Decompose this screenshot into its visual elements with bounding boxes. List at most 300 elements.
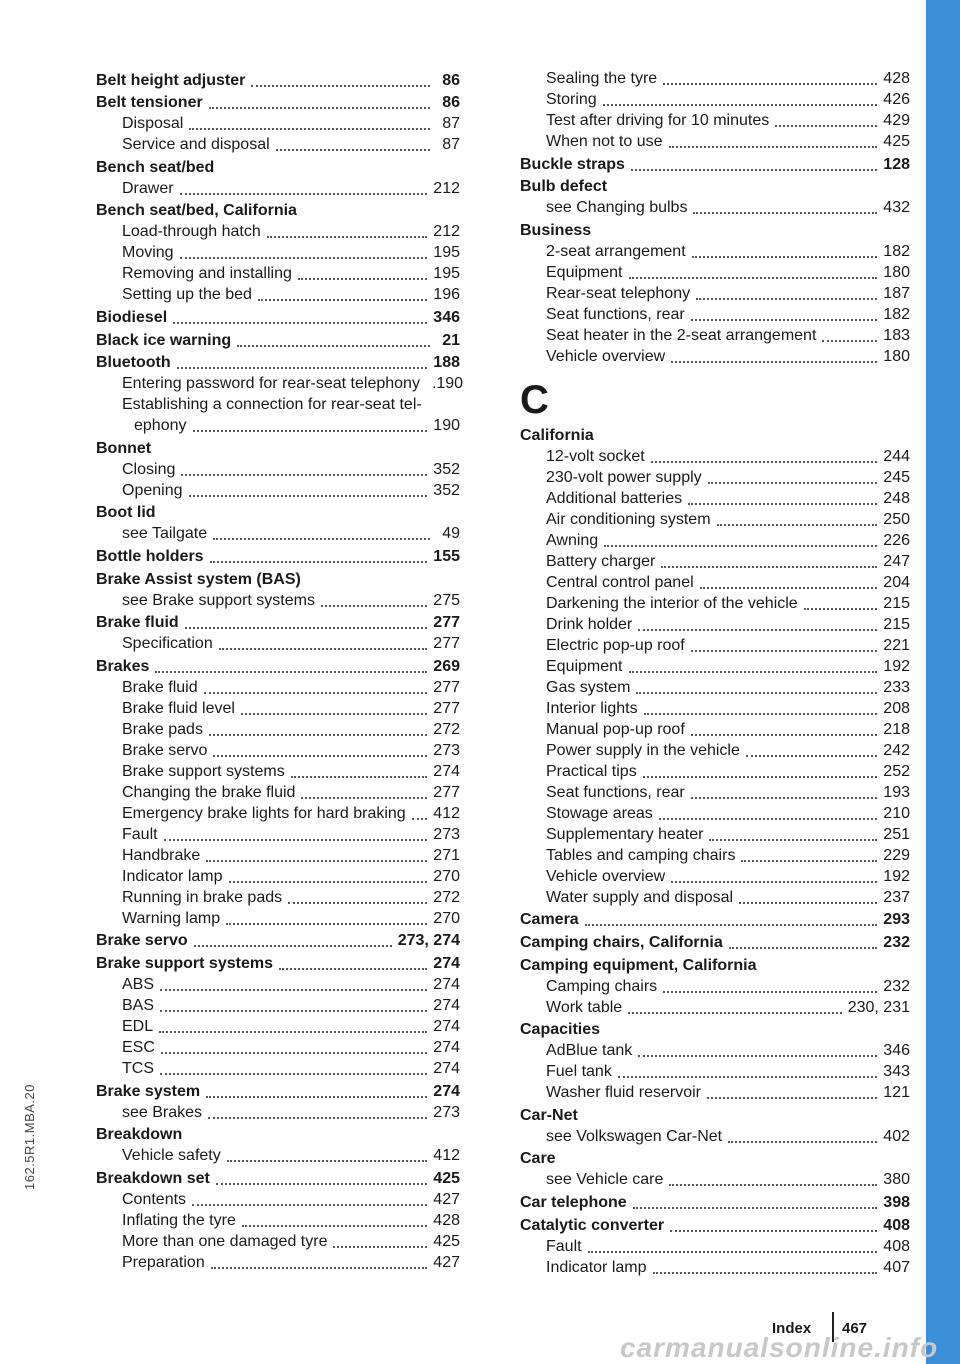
index-entry: [96, 157, 460, 178]
dot-leader: [241, 703, 427, 715]
entry-page-ref: 274: [433, 975, 460, 993]
entry-term: Disposal: [122, 115, 184, 133]
index-subentry: [96, 480, 460, 501]
index-subentry: [96, 221, 460, 242]
entry-term: Supplementary heater: [546, 825, 704, 843]
index-column-left: [96, 68, 464, 1273]
entry-term: Power supply in the vehicle: [546, 741, 740, 759]
index-subentry: [96, 394, 460, 415]
index-entry: [96, 569, 460, 590]
entry-term: Vehicle safety: [122, 1147, 221, 1165]
entry-page-ref: 195: [433, 265, 460, 283]
entry-page-ref: 247: [883, 552, 910, 570]
dot-leader: [206, 1086, 427, 1098]
entry-term: Test after driving for 10 minutes: [546, 112, 770, 129]
index-subentry: [96, 845, 460, 866]
index-entry: [520, 909, 910, 930]
index-subentry: [520, 1236, 910, 1257]
index-subentry: [96, 523, 460, 544]
entry-page-ref: 274: [433, 1038, 460, 1056]
entry-page-ref: 346: [433, 308, 460, 326]
entry-term: Brake fluid: [96, 614, 179, 632]
entry-page-ref: 407: [883, 1258, 910, 1276]
dot-leader: [229, 871, 428, 883]
index-subentry: [520, 89, 910, 110]
entry-page-ref: 428: [883, 70, 910, 87]
entry-term: Additional batteries: [546, 489, 683, 507]
entry-term: TCS: [122, 1059, 154, 1077]
entry-term: Brakes: [96, 657, 150, 675]
dot-leader: [700, 577, 878, 589]
entry-term: Entering password for rear-seat telephony: [122, 375, 420, 393]
entry-page-ref: 269: [433, 657, 460, 675]
entry-page-ref: 412: [433, 1147, 460, 1165]
entry-page-ref: 183: [883, 326, 910, 344]
entry-term: Equipment: [546, 263, 623, 281]
index-subentry: [520, 593, 910, 614]
dot-leader: [159, 1021, 427, 1033]
dot-leader: [717, 514, 878, 526]
entry-page-ref: 187: [883, 284, 910, 302]
index-subentry: [96, 590, 460, 611]
dot-leader: [691, 787, 878, 799]
entry-page-ref: 244: [883, 447, 910, 465]
dot-leader: [663, 981, 877, 993]
index-subentry: [96, 719, 460, 740]
entry-page-ref: 195: [433, 244, 460, 262]
entry-term: 230-volt power supply: [546, 468, 702, 486]
index-entry: [96, 953, 460, 974]
dot-leader: [708, 472, 878, 484]
dot-leader: [629, 267, 878, 279]
index-entry: [520, 1148, 910, 1169]
entry-page-ref: 343: [883, 1063, 910, 1081]
dot-leader: [209, 724, 427, 736]
entry-page-ref: 230, 231: [847, 998, 910, 1016]
entry-page-ref: 182: [883, 305, 910, 323]
dot-leader: [671, 871, 877, 883]
dot-leader: [707, 1087, 877, 1099]
entry-page-ref: 426: [883, 91, 910, 108]
entry-term: Care: [520, 1150, 556, 1168]
index-subentry: [96, 1037, 460, 1058]
entry-term: Work table: [546, 998, 623, 1016]
index-subentry: [520, 1169, 910, 1190]
index-subentry: [520, 740, 910, 761]
dot-leader: [604, 535, 877, 547]
entry-term: Seat functions, rear: [546, 783, 685, 801]
entry-term: Bench seat/bed, California: [96, 202, 297, 220]
entry-page-ref: 380: [883, 1171, 910, 1189]
dot-leader: [180, 247, 428, 259]
dot-leader: [276, 139, 430, 151]
entry-term: Catalytic converter: [520, 1216, 665, 1234]
index-subentry: [520, 446, 910, 467]
entry-term: Establishing a connection for rear-seat tel-: [122, 396, 422, 414]
entry-term: Brake support systems: [96, 954, 273, 972]
entry-page-ref: 237: [883, 888, 910, 906]
entry-page-ref: 245: [883, 468, 910, 486]
dot-leader: [160, 979, 427, 991]
dot-leader: [746, 745, 877, 757]
index-subentry: [520, 346, 910, 367]
index-entry: [96, 1124, 460, 1145]
index-subentry: [520, 997, 910, 1018]
entry-term: Black ice warning: [96, 331, 232, 349]
entry-term: Camping equipment, California: [520, 956, 757, 974]
footer-page-number: 467: [842, 1320, 868, 1337]
entry-page-ref: 86: [442, 71, 460, 89]
entry-term: Warning lamp: [122, 909, 221, 927]
entry-term: Service and disposal: [122, 136, 270, 154]
entry-term: Rear-seat telephony: [546, 284, 691, 302]
index-entry: [96, 330, 460, 351]
entry-term: Water supply and disposal: [546, 888, 734, 906]
entry-page-ref: 272: [433, 720, 460, 738]
dot-leader: [739, 892, 877, 904]
entry-page-ref: 270: [433, 867, 460, 885]
entry-term: Drink holder: [546, 615, 633, 633]
edge-thumb-tab: [926, 0, 960, 1364]
entry-term: Removing and installing: [122, 265, 292, 283]
entry-term: Bottle holders: [96, 547, 204, 565]
dot-leader: [208, 1107, 427, 1119]
entry-term: Moving: [122, 244, 174, 262]
entry-term: Brake support systems: [122, 762, 285, 780]
index-subentry: [96, 415, 460, 436]
entry-term: Vehicle overview: [546, 347, 666, 365]
entry-term: Sealing the tyre: [546, 70, 658, 87]
entry-term: Contents: [122, 1190, 187, 1208]
dot-leader: [741, 850, 877, 862]
dot-leader: [164, 829, 428, 841]
entry-term: Fault: [546, 1237, 582, 1255]
entry-term: Breakdown: [96, 1126, 183, 1144]
entry-term: Indicator lamp: [546, 1258, 647, 1276]
index-subentry: [96, 995, 460, 1016]
dot-leader: [644, 703, 878, 715]
dot-leader: [242, 1215, 427, 1227]
entry-page-ref: 274: [433, 1017, 460, 1035]
dot-leader: [775, 115, 877, 127]
dot-leader: [671, 351, 877, 363]
entry-page-ref: 229: [883, 846, 910, 864]
index-entry: [96, 930, 460, 951]
dot-leader: [226, 913, 427, 925]
index-entry: [520, 176, 910, 197]
entry-term: Indicator lamp: [122, 867, 223, 885]
index-subentry: [96, 782, 460, 803]
dot-leader: [643, 766, 878, 778]
index-entry: [96, 70, 460, 91]
entry-page-ref: 274: [433, 996, 460, 1014]
entry-page-ref: 432: [883, 199, 910, 217]
entry-page-ref: 352: [433, 481, 460, 499]
entry-term: When not to use: [546, 133, 663, 150]
dot-leader: [160, 1000, 427, 1012]
entry-term: More than one damaged tyre: [122, 1232, 328, 1250]
dot-leader: [189, 118, 430, 130]
entry-page-ref: 251: [883, 825, 910, 843]
index-subentry: [96, 178, 460, 199]
entry-page-ref: 293: [883, 911, 910, 929]
entry-page-ref: 193: [883, 783, 910, 801]
entry-term: Darkening the interior of the vehicle: [546, 594, 798, 612]
entry-term: Brake system: [96, 1082, 201, 1100]
dot-leader: [663, 73, 877, 85]
entry-page-ref: 204: [883, 573, 910, 591]
entry-page-ref: 215: [883, 594, 910, 612]
dot-leader: [822, 330, 877, 342]
dot-leader: [194, 935, 392, 947]
entry-page-ref: 233: [883, 678, 910, 696]
entry-term: Preparation: [122, 1253, 205, 1271]
entry-page-ref: 196: [433, 286, 460, 304]
index-entry: [96, 1081, 460, 1102]
entry-page-ref: 412: [433, 804, 460, 822]
entry-term: Bonnet: [96, 439, 152, 457]
entry-term: Biodiesel: [96, 308, 168, 326]
entry-term: see Volkswagen Car-Net: [546, 1127, 723, 1145]
dot-leader: [691, 640, 878, 652]
entry-page-ref: 232: [883, 977, 910, 995]
entry-page-ref: 425: [433, 1169, 460, 1187]
entry-page-ref: 427: [433, 1190, 460, 1208]
entry-page-ref: 226: [883, 531, 910, 549]
entry-term: ESC: [122, 1038, 155, 1056]
footer-section-label: Index: [772, 1320, 812, 1337]
index-entry: [96, 546, 460, 567]
dot-leader: [219, 638, 428, 650]
index-subentry: [96, 866, 460, 887]
entry-page-ref: 275: [433, 591, 460, 609]
dot-leader: [729, 937, 878, 949]
index-entry: [96, 352, 460, 373]
entry-page-ref: 128: [883, 155, 910, 173]
entry-page-ref: 272: [433, 888, 460, 906]
dot-leader: [185, 617, 428, 629]
index-subentry: [520, 1257, 910, 1278]
index-entry: [520, 955, 910, 976]
dot-leader: [659, 808, 878, 820]
watermark: carmanualsonline.info: [620, 1332, 939, 1363]
dot-leader: [211, 1257, 428, 1269]
entry-term: Brake servo: [96, 932, 188, 950]
index-subentry: [520, 283, 910, 304]
entry-page-ref: 121: [883, 1084, 910, 1102]
index-subentry: [520, 1061, 910, 1082]
dot-leader: [688, 493, 877, 505]
entry-page-ref: 49: [442, 525, 460, 543]
dot-leader: [638, 619, 877, 631]
index-subentry: [520, 530, 910, 551]
index-subentry: [96, 134, 460, 155]
index-subentry: [96, 1102, 460, 1123]
index-entry: [96, 1168, 460, 1189]
entry-page-ref: 427: [433, 1253, 460, 1271]
entry-term: Belt tensioner: [96, 94, 203, 112]
entry-term: Bench seat/bed: [96, 158, 215, 176]
entry-term: Car telephone: [520, 1193, 627, 1211]
entry-term: Belt height adjuster: [96, 71, 246, 89]
entry-term: Equipment: [546, 657, 623, 675]
dot-leader: [291, 766, 428, 778]
entry-page-ref: 428: [433, 1211, 460, 1229]
entry-page-ref: 21: [442, 331, 460, 349]
entry-term: Camping chairs: [546, 977, 658, 995]
index-subentry: [96, 1145, 460, 1166]
index-subentry: [96, 887, 460, 908]
entry-term: Setting up the bed: [122, 286, 252, 304]
dot-leader: [633, 1197, 878, 1209]
entry-term: Changing the brake fluid: [122, 783, 296, 801]
entry-term: Buckle straps: [520, 155, 625, 173]
entry-page-ref: 402: [883, 1127, 910, 1145]
entry-term: Fault: [122, 825, 158, 843]
entry-page-ref: 274: [433, 762, 460, 780]
entry-term: Seat functions, rear: [546, 305, 685, 323]
index-subentry: [520, 1126, 910, 1147]
entry-page-ref: 87: [442, 115, 460, 133]
index-entry: [96, 438, 460, 459]
index-subentry: [520, 1082, 910, 1103]
dot-leader: [180, 183, 428, 195]
dot-leader: [618, 1066, 877, 1078]
index-subentry: [520, 677, 910, 698]
dot-leader: [155, 661, 427, 673]
entry-page-ref: 212: [433, 179, 460, 197]
index-subentry: [96, 974, 460, 995]
dot-leader: [631, 159, 877, 171]
dot-leader: [227, 1150, 428, 1162]
entry-term: Battery charger: [546, 552, 656, 570]
entry-term: Manual pop-up roof: [546, 720, 685, 738]
entry-term: see Brakes: [122, 1103, 203, 1121]
entry-term: Gas system: [546, 678, 631, 696]
entry-term: see Brake support systems: [122, 591, 315, 609]
entry-page-ref: 155: [433, 547, 460, 565]
entry-page-ref: 192: [883, 867, 910, 885]
entry-term: Bulb defect: [520, 178, 608, 196]
index-entry: [96, 92, 460, 113]
index-entry: [520, 932, 910, 953]
index-subentry: [520, 241, 910, 262]
index-subentry: [520, 110, 910, 131]
entry-term: Closing: [122, 460, 176, 478]
entry-page-ref: 398: [883, 1193, 910, 1211]
index-subentry: [96, 459, 460, 480]
index-subentry: [520, 614, 910, 635]
index-entry: [520, 425, 910, 446]
entry-term: see Tailgate: [122, 525, 208, 543]
index-entry: [96, 502, 460, 523]
dot-leader: [213, 745, 427, 757]
index-subentry: [520, 1040, 910, 1061]
entry-term: Boot lid: [96, 504, 156, 522]
entry-page-ref: 86: [442, 94, 460, 112]
entry-term: Handbrake: [122, 846, 201, 864]
dot-leader: [192, 1194, 427, 1206]
entry-page-ref: .190: [431, 375, 464, 393]
index-subentry: [520, 866, 910, 887]
index-subentry: [520, 719, 910, 740]
entry-term: Inflating the tyre: [122, 1211, 236, 1229]
entry-term: AdBlue tank: [546, 1042, 633, 1060]
index-subentry: [520, 761, 910, 782]
entry-page-ref: 408: [883, 1237, 910, 1255]
dot-leader: [173, 312, 427, 324]
entry-page-ref: 215: [883, 615, 910, 633]
entry-term: 2-seat arrangement: [546, 242, 686, 260]
dot-leader: [301, 787, 427, 799]
entry-page-ref: 270: [433, 909, 460, 927]
index-subentry: [520, 572, 910, 593]
entry-page-ref: 221: [883, 636, 910, 654]
entry-term: Tables and camping chairs: [546, 846, 736, 864]
dot-leader: [629, 661, 878, 673]
index-entry: [520, 1192, 910, 1213]
dot-leader: [670, 1220, 877, 1232]
index-subentry: [520, 824, 910, 845]
entry-page-ref: 208: [883, 699, 910, 717]
index-entry: [520, 1215, 910, 1236]
dot-leader: [160, 1063, 427, 1075]
index-subentry: [96, 1016, 460, 1037]
index-subentry: [520, 976, 910, 997]
entry-term: Stowage areas: [546, 804, 653, 822]
index-subentry: [96, 824, 460, 845]
dot-leader: [216, 1173, 427, 1185]
entry-page-ref: 218: [883, 720, 910, 738]
index-subentry: [520, 488, 910, 509]
dot-leader: [728, 1131, 877, 1143]
index-column-right: [520, 68, 910, 1278]
index-subentry: [96, 740, 460, 761]
entry-term: Breakdown set: [96, 1169, 210, 1187]
entry-term: Interior lights: [546, 699, 638, 717]
entry-page-ref: 190: [433, 417, 460, 435]
entry-page-ref: 408: [883, 1216, 910, 1234]
entry-page-ref: 274: [433, 1059, 460, 1077]
entry-page-ref: 180: [883, 263, 910, 281]
entry-term: Awning: [546, 531, 599, 549]
index-subentry: [96, 1252, 460, 1273]
dot-leader: [651, 451, 878, 463]
dot-leader: [181, 464, 427, 476]
dot-leader: [210, 551, 428, 563]
entry-term: California: [520, 426, 594, 444]
index-subentry: [96, 1210, 460, 1231]
index-subentry: [96, 803, 460, 824]
entry-page-ref: 274: [433, 1082, 460, 1100]
dot-leader: [638, 1045, 877, 1057]
index-subentry: [520, 197, 910, 218]
dot-leader: [691, 309, 878, 321]
entry-page-ref: 87: [442, 136, 460, 154]
index-subentry: [520, 887, 910, 908]
entry-term: Air conditioning system: [546, 510, 711, 528]
entry-page-ref: 277: [433, 614, 460, 632]
entry-term: Brake pads: [122, 720, 203, 738]
entry-term: Electric pop-up roof: [546, 636, 685, 654]
entry-page-ref: 252: [883, 762, 910, 780]
entry-page-ref: 273: [433, 1103, 460, 1121]
entry-page-ref: 346: [883, 1042, 910, 1060]
index-entry: [520, 154, 910, 175]
entry-term: Camera: [520, 911, 579, 929]
dot-leader: [193, 420, 428, 432]
index-entry: [96, 656, 460, 677]
